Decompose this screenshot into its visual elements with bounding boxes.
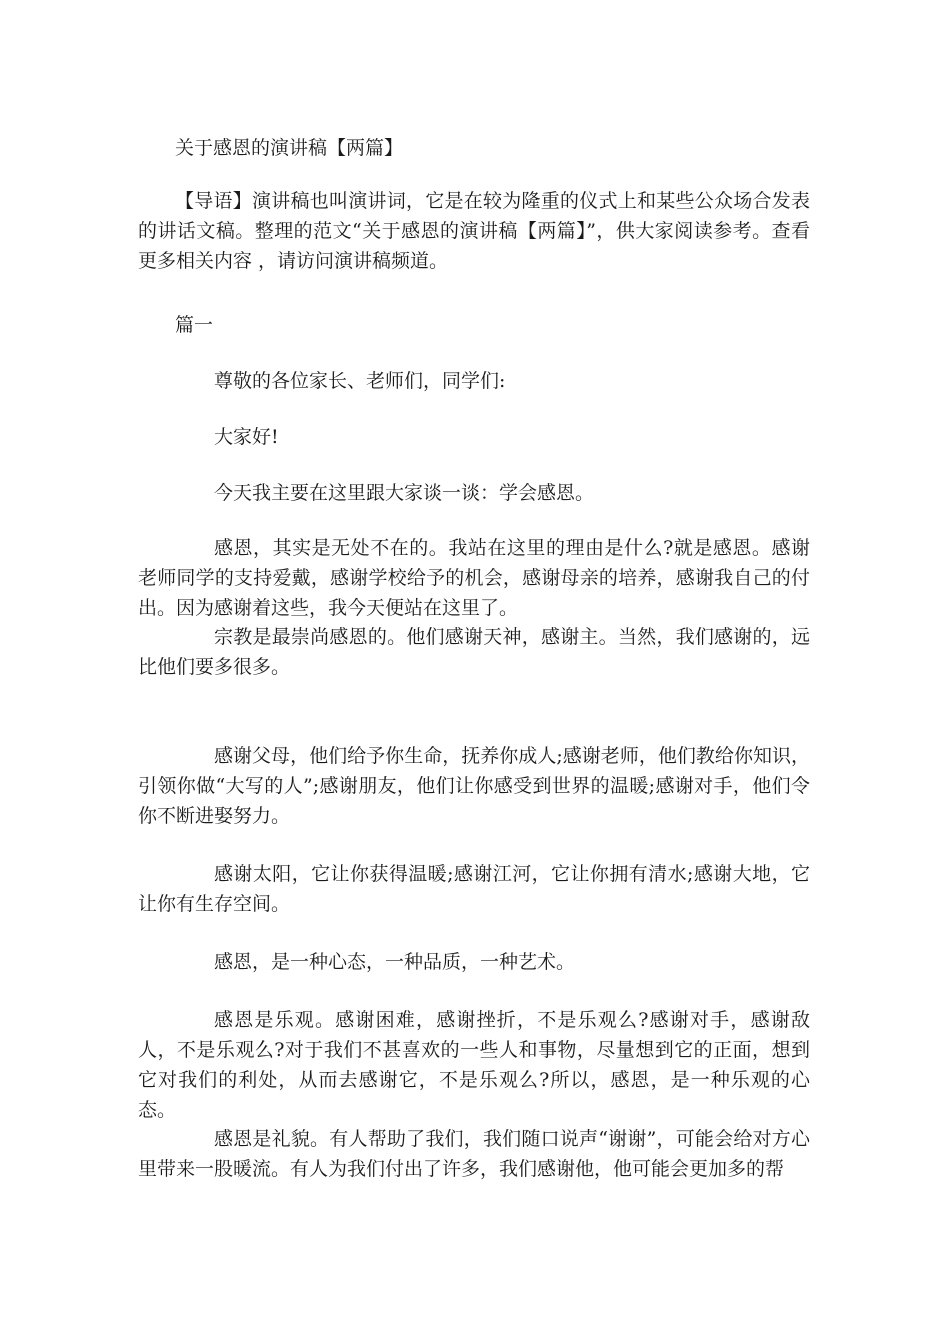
paragraph-greeting: 大家好!: [214, 426, 279, 448]
paragraph-thank-nature: 感谢太阳，它让你获得温暖;感谢江河，它让你拥有清水;感谢大地，它让你有生存空间。: [138, 863, 810, 915]
paragraph-topic: 今天我主要在这里跟大家谈一谈：学会感恩。: [214, 482, 595, 504]
paragraph-attitude: 感恩，是一种心态，一种品质，一种艺术。: [214, 951, 576, 973]
document-title: 关于感恩的演讲稿【两篇】: [175, 137, 404, 159]
paragraph-salutation: 尊敬的各位家长、老师们，同学们:: [214, 370, 506, 392]
paragraph-optimism: 感恩是乐观。感谢困难，感谢挫折，不是乐观么?感谢对手，感谢敌人，不是乐观么?对于我们不甚喜欢的一些人和事物，尽量想到它的正面，想到它对我们的利处，从而去感谢它，不是乐观么?所以，感恩，是一种乐观的心态。: [138, 1009, 810, 1121]
intro-paragraph: 【导语】演讲稿也叫演讲词，它是在较为隆重的仪式上和某些公众场合发表的讲话文稿。整理的范文“关于感恩的演讲稿【两篇】”，供大家阅读参考。查看更多相关内容 ，请访问演讲稿频道。: [138, 190, 810, 272]
paragraph-politeness: 感恩是礼貌。有人帮助了我们，我们随口说声“谢谢”，可能会给对方心里带来一股暖流。有人为我们付出了许多，我们感谢他，他可能会更加多的帮: [138, 1128, 810, 1180]
paragraph-gratitude-everywhere: 感恩，其实是无处不在的。我站在这里的理由是什么?就是感恩。感谢老师同学的支持爱戴，感谢学校给予的机会，感谢母亲的培养，感谢我自己的付出。因为感谢着这些，我今天便站在这里了。: [138, 537, 810, 619]
paragraph-thank-people: 感谢父母，他们给予你生命，抚养你成人;感谢老师，他们教给你知识，引领你做“大写的人”;感谢朋友，他们让你感受到世界的温暖;感谢对手，他们令你不断进娶努力。: [138, 745, 810, 827]
section-heading: 篇一: [175, 314, 214, 336]
paragraph-religion: 宗教是最崇尚感恩的。他们感谢天神，感谢主。当然，我们感谢的，远比他们要多很多。: [138, 626, 810, 678]
